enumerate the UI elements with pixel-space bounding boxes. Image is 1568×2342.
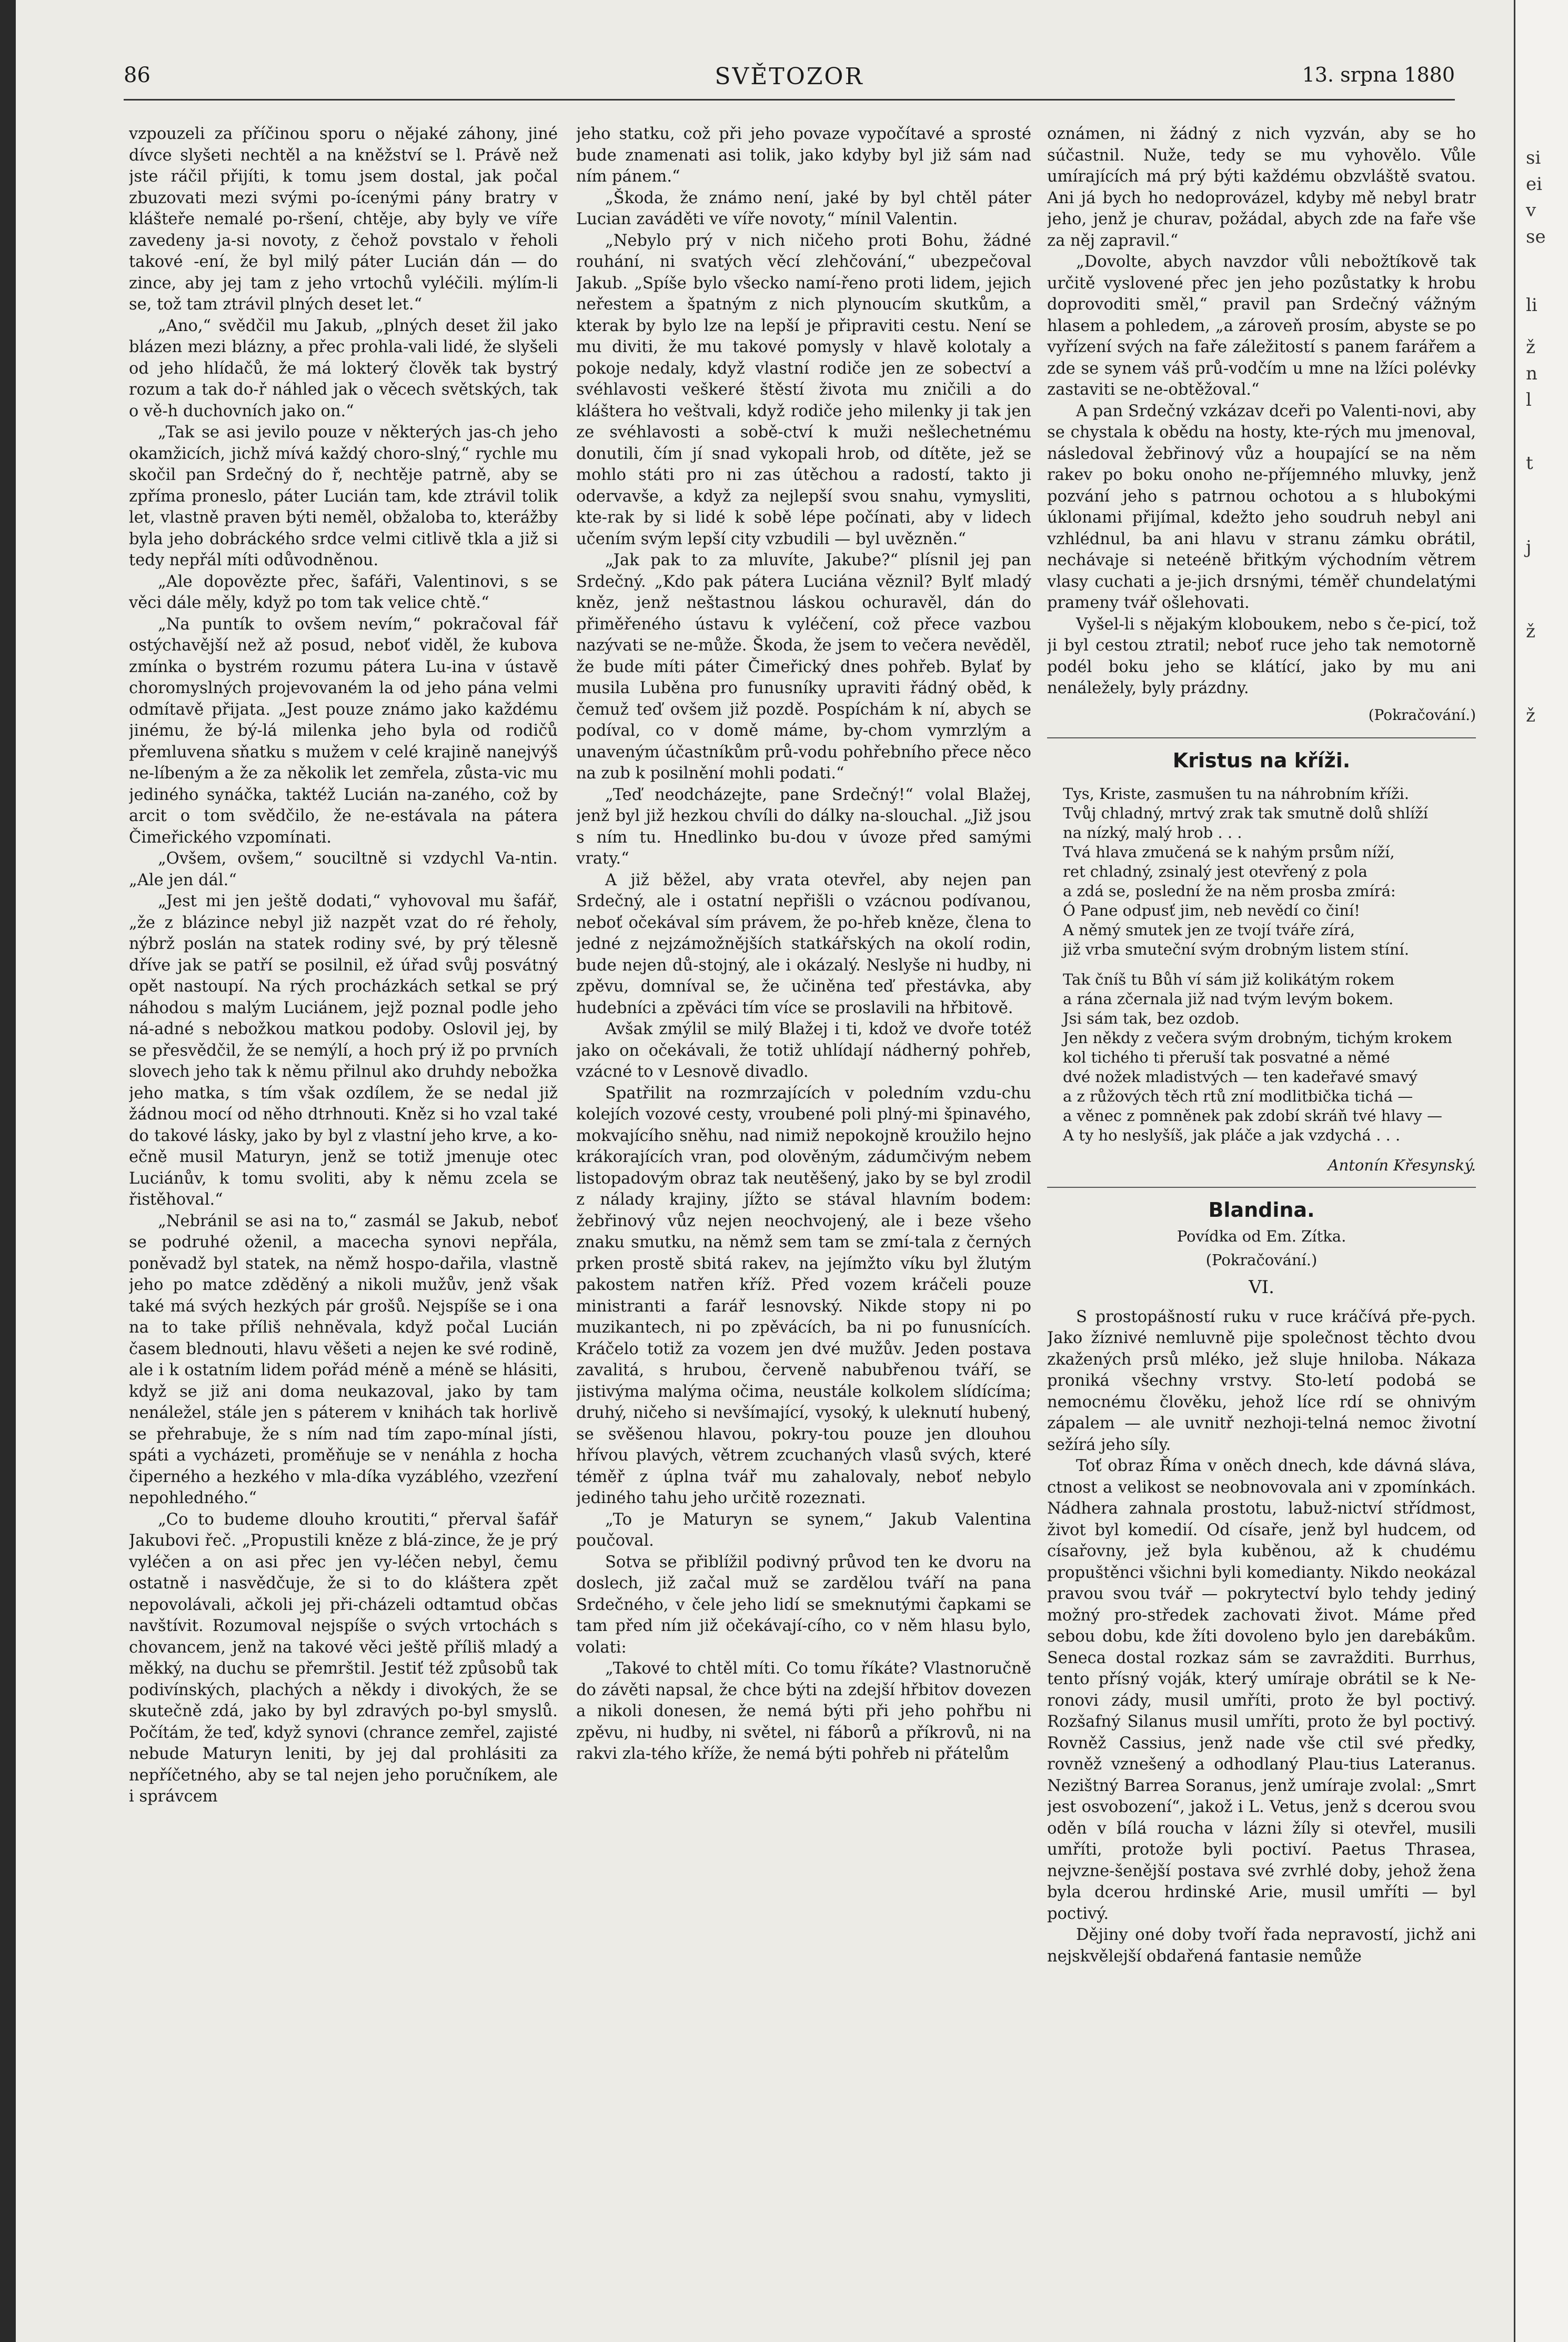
journal-title: SVĚTOZOR	[715, 63, 864, 90]
paragraph: „Jak pak to za mluvíte, Jakube?“ plísnil jej pan Srdečný. „Kdo pak pátera Luciána věznil? Bylť mladý kněz, jenž neštastnou láskou ochuravěl, dán do přiměřeného ústavu k vyléčení, což přece vazbou nazývati se ne-může. Škoda, že jsem to večera nevěděl, že bude míti páter Čimeřický dnes pohřeb. Bylať by musila Luběna pro funusníky upraviti řádný oběd, k čemuž teď ovšem již pozdě. Pospíchám k ní, abych se podíval, co v domě máme, by-chom vymrzlým a unaveným účastníkům prů-vodu pohřebního přece něco na zub k posilnění mohli podati.“	[576, 551, 1031, 783]
poem-line: a z růžových těch rtů zní modlitbička tichá —	[1063, 1087, 1413, 1105]
story-subtitle: Povídka od Em. Zítka.	[1177, 1227, 1346, 1245]
paragraph: Spatřilit na rozmrzajících v poledním vzdu-chu kolejích vozové cesty, vroubené poli plný-mi špinavého, mokvajícího sněhu, nad nimiž nepokojně kroužilo hejno krákorajících vran, pod olověným, zádumčivým nebem listopadovým obraz tak neutěšený, jako by se byl zrodil z nálady krajiny, jížto se stával hlavním bodem: žebřinový vůz nejen neochvojený, ale i beze všeho znaku smutku, na němž sem tam se zmí-tala z černých prken prostě sbitá rakev, na jejímžto víku byl žlutým pakostem natřen kříž. Před vozem kráčeli pouze ministranti a farář lesnovský. Nikde stopy ni po muzikantech, ni po zpěvácích, ba ni po funusnících. Kráčelo totiž za vozem jen dvé mužův. Jeden postava zavalitá, s hrubou, červeně nabubřenou tváří, se jistivýma malýma očima, neustále kolkolem slídícíma; druhý, ničeho si nevšímající, vysoký, k uleknutí hubený, se svěšenou hlavou, pokry-tou pouze jen dlouhou hřívou plavých, větrem zcuchaných vlasů svých, které téměř z úplna tvář mu zahalovaly, neboť nebylo jediného tahu jeho určitě rozeznati.	[576, 1084, 1031, 1507]
paragraph: „Teď neodcházejte, pane Srdečný!“ volal Blažej, jenž byl již hezkou chvíli do dálky na-slouchal. „Již jsou s ním tu. Hnedlinko bu-dou v úvoze před samými vraty.“	[576, 785, 1031, 868]
page-header	[124, 63, 1455, 95]
paragraph: „Škoda, že známo není, jaké by byl chtěl páter Lucian zaváděti ve víře novoty,“ mínil Valentin.	[576, 188, 1031, 228]
paragraph: „Takové to chtěl míti. Co tomu říkáte? Vlastnoručně do závěti napsal, že chce býti na zdejší hřbitov dovezen a nikoli donesen, že nemá býti při jeho pohřbu ni zpěvu, ni hudby, ni světel, ni fáborů a příkrovů, ni na rakvi zla-tého kříže, že nemá býti pohřeb ni přátelům	[576, 1659, 1031, 1763]
section-divider	[1047, 737, 1476, 738]
paragraph: A pan Srdečný vzkázav dceři po Valenti-novi, aby se chystala k obědu na hosty, kte-rých mu jmenoval, následoval žebřinový vůz a houpající se na něm rakev po boku onoho ne-příjemného mluvky, jenž pozvání jeho s patrnou ochotou a s hlubokými úklonami přijímal, kdežto jeho soudruh nebyl ani vzhlédnul, ba ani hlavu v stranu zámku obrátil, nechávaje si neteéně břitkým východním větrem vlasy cuchati a je-jich drsnými, téměř chundelatými prameny tvář ošlehovati.	[1047, 402, 1476, 612]
poem-line: Jsi sám tak, bez ozdob.	[1063, 1009, 1240, 1027]
paragraph: „Na puntík to ovšem nevím,“ pokračoval fář ostýchavější než až posud, neboť viděl, že kubova zmínka o bystrém rozumu pátera Lu-ina v ústavě choromyslných projevovaném la od jeho pána velmi odmítavě přijata. „Jest pouze známo jako každému jinému, že bý-lá milenka jeho byla od rodičů přemluvena sňatku s mužem v celé krajině nanejvýš ne-líbeným a že za několik let zemřela, zůsta-vic mu jediného synáčka, taktéž Lucián na-zaného, což by arcit o tom svědčilo, že ne-estávala na pátera Čimeřického vzpomínati.	[129, 615, 558, 847]
paragraph: Avšak zmýlil se milý Blažej i ti, kdož ve dvoře totéž jako on očekávali, že totiž uhlídají nádherný pohřeb, vzácné to v Lesnově divadlo.	[576, 1020, 1031, 1081]
poem	[1047, 784, 1476, 1175]
paragraph: Vyšel-li s nějakým kloboukem, nebo s če-picí, tož ji byl cestou ztratil; neboť ruce jeho tak nemotorně podél boku jeho se klátící, jako by mu ani nenáležely, byly prázdny.	[1047, 615, 1476, 697]
poem-line: ret chladný, zsinalý jest otevřený z pola	[1063, 862, 1368, 880]
edge-fragment: n	[1526, 363, 1537, 384]
poem-line: Tvůj chladný, mrtvý zrak tak smutně dolů shlíží	[1063, 804, 1428, 822]
edge-fragment: j	[1526, 537, 1532, 558]
poem-line: Tak čníš tu Bůh ví sám již kolikátým rokem	[1063, 970, 1395, 988]
edge-fragment: li	[1526, 295, 1537, 316]
edge-fragment: ei	[1526, 174, 1542, 195]
edge-fragment: se	[1526, 226, 1546, 247]
paragraph: Toť obraz Říma v oněch dnech, kde dávná sláva, ctnost a velikost se neobnovovala ani v zpomínkách. Nádhera zahnala prostotu, labuž-nictví střídmost, život byl komedií. Od císaře, jenž byl hudcem, od císařovny, jež byla kuběnou, až k chudému propuštěnci všichni byli komedianty. Nikdo neokázal pravou svou tvář — pokrytectví bylo tehdy jediný možný pro-středek zachovati život. Máme před sebou dobu, kde žíti dovoleno bylo jen darebákům. Seneca dostal rozkaz sám se zavražditi. Burrhus, tento přísný voják, který umíraje obrátil se k Ne-ronovi zády, musil umříti, proto že byl poctivý. Rozšafný Silanus musil umříti, proto že byl poctivý. Rovněž Cassius, jenž nade vše ctil své předky, rovněž vznešený a odhodlaný Plau-tius Lateranus. Nezištný Barrea Soranus, jenž umíraje zvolal: „Smrt jest osvobození“, jakož i L. Vetus, jenž s dcerou svou oděn v bílá roucha v lázni žíly si otevřel, musili umříti, protože byli poctiví. Paetus Thrasea, nejvzne-šenější postava své zvrhlé doby, jehož žena byla dcerou hrdinské Arie, musil umříti — byl poctivý.	[1047, 1457, 1476, 1923]
story-continued-note: (Pokračování.)	[1205, 1250, 1318, 1269]
paragraph: Sotva se přiblížil podivný průvod ten ke dvoru na doslech, již začal muž se zardělou tváří na pana Srdečného, v čele jeho lidí se smeknutými čapkami se tam před ním již očekávají-cího, co v něm hlasu bylo, volati:	[576, 1553, 1031, 1657]
poem-line: Tvá hlava zmučená se k nahým prsům níží,	[1063, 843, 1395, 861]
paragraph: „Jest mi jen ještě dodati,“ vyhovoval mu šafář, „že z blázince nebyl již nazpět vzat do ré řeholy, nýbrž poslán na statek rodiny své, by prý tělesně dříve jak se patří se posilnil, ež úřad svůj posvátný opět nastoupí. Na rých procházkách setkal se prý náhodou s malým Luciánem, jejž poznal podle jeho ná-adné s nebožkou matkou podoby. Oslovil jej, by se přesvědčil, že se nemýlí, a hoch prý iž po prvních slovech jeho tak k němu přilnul ako druhdy nebožka jeho matka, s tím však ozdílem, že se nedal již žádnou mocí od něho dtrhnouti. Kněz si ho vzal také do takové lásky, jako by byl z vlastní jeho krve, a ko-ečně musil Maturyn, jenž se totiž jmenuje otec Luciánův, k tomu svoliti, aby k němu zcela se řistěhoval.“	[129, 892, 558, 1209]
poem-line: Jen někdy z večera svým drobným, tichým krokem	[1063, 1028, 1452, 1047]
story-title: Blandina.	[1208, 1198, 1315, 1222]
paragraph: oznámen, ni žádný z nich vyzván, aby se ho súčastnil. Nuže, tedy se mu vyhovělo. Vůle umírajících má prý býti každému obzvláště svatou. Ani já bych ho nedoprovázel, kdyby mě nebyl bratr jeho, jenž je churav, požádal, abych zde na faře vše za něj zapravil.“	[1047, 125, 1476, 250]
poem-stanza	[1063, 970, 1476, 1145]
paragraph: jeho statku, což při jeho povaze vypočítavé a sprosté bude znamenati asi tolik, jako kdyby byl již sám nad ním pánem.“	[576, 125, 1031, 186]
poem-line: A ty ho neslyšíš, jak pláče a jak vzdychá . . .	[1063, 1126, 1401, 1144]
poem-line: Ó Pane odpusť jim, neb nevědí co činí!	[1063, 901, 1360, 919]
column-1	[129, 124, 558, 2308]
continued-note: (Pokračování.)	[1368, 706, 1476, 724]
poem-line: kol tichého ti přeruší tak posvatné a němé	[1063, 1048, 1390, 1066]
paragraph: „Tak se asi jevilo pouze v některých jas-ch jeho okamžicích, jichž mívá každý choro-slný,“ rychle mu skočil pan Srdečný do ř, nechtěje patrně, aby se zpříma proneslo, páter Lucián tam, kde ztrávil tolik let, vlastně praven býti neměl, obžaloba to, kterážby byla jeho dobráckého srdce velmi citlivě tkla a již si tedy nepřál míti odůvodněnou.	[129, 423, 558, 569]
paragraph: „Nebylo prý v nich ničeho proti Bohu, žádné rouhání, ni svatých věcí zlehčování,“ ubezpečoval Jakub. „Spíše bylo všecko namí-řeno proti lidem, jejich neřestem a špatným z nich plynoucím skutkům, a kterak by bylo lze na lepší je připraviti cestu. Není se mu diviti, že mu takové pomysly v hlavě kolotaly a pokoje nedaly, když vlastní rodiče jen ze sobectví a svéhlavosti veškeré štěstí života mu zničili a do kláštera ho veštvali, když rodiče jeho milenky ji tak jen ze svéhlavosti a sobě-ctví k muži nešlechetnému donutili, čím jí snad vykopali hrob, od dítěte, jež se mohlo státi pro ni zas útěchou a radostí, takto ji odervavše, a když za nejlepší svou snahu, vymysliti, kte-rak by si lidé k sobě lépe počínati, aby v lidech učením svým lepší city vzbudili — byl uvězněn.“	[576, 231, 1031, 548]
edge-fragment: t	[1526, 453, 1533, 474]
paragraph: Dějiny oné doby tvoří řada nepravostí, jichž ani nejskvělejší obdařená fantasie nemůže	[1047, 1926, 1476, 1966]
paragraph: „Ano,“ svědčil mu Jakub, „plných deset žil jako blázen mezi blázny, a přec prohla-vali lidé, že slyšeli od jeho hlídačů, že má lokterý člověk tak bystrý rozum a tak do-ř náhled jak o věcech světských, tak o vě-h duchovních jako on.“	[129, 316, 558, 421]
chapter-number: VI.	[1249, 1277, 1274, 1298]
paragraph: „Nebránil se asi na to,“ zasmál se Jakub, neboť se podruhé oženil, a macecha synovi nepřála, poněvadž byl statek, na němž hospo-dařila, vlastně jeho po matce zděděný a nikoli mužův, jenž však také má svých hezkých pár grošů. Nejspíše se i ona na to take příliš nehněvala, když počal Lucián časem blednouti, hlavu věšeti a nejen ke své rodině, ale i k ostatním lidem pořád méně a méně se hlásiti, když se již ani doma neukazoval, jako by tam nenáležel, stále jen s páterem v knihách tak horlivě se přehrabuje, že s ním nad tím zapo-mínal jísti, spáti a vycházeti, proměňuje se v nenáhla z hocha čiperného a hezkého v mla-díka vyzáblého, vzezření nepohledného.“	[129, 1212, 558, 1507]
newspaper-page	[16, 0, 1531, 2342]
poem-line: a věnec z pomněnek pak zdobí skráň tvé hlavy —	[1063, 1106, 1442, 1125]
poem-line: dvé nožek mladistvých — ten kadeřavé smavý	[1063, 1067, 1418, 1086]
poem-line: na nízký, malý hrob . . .	[1063, 823, 1242, 842]
paragraph: „To je Maturyn se synem,“ Jakub Valentina poučoval.	[576, 1510, 1031, 1550]
paragraph: „Co to budeme dlouho kroutiti,“ přerval šafář Jakubovi řeč. „Propustili kněze z blá-zince, že je prý vyléčen a on asi přec jen vy-léčen nebyl, čemu ostatně i nasvědčuje, že si to do kláštera zpět nepovolávali, ačkoli jej při-cházeli odtamtud občas navštívit. Rozumoval nejspíše o svých vrtochách s chovancem, jenž na takové věci ještě příliš mladý a měkký, na duchu se přemrštil. Jestiť též způsobů tak podivínských, plachých a někdy i divokých, že se skutečně zdá, jako by byl zdravých po-byl smyslů. Počítám, že teď, když synovi (chrance zemřel, zajisté nebude Maturyn leniti, by jej dal prohlásiti za nepříčetného, aby se tal nejen jeho poručníkem, ale i správcem	[129, 1510, 558, 1806]
edge-fragment: si	[1526, 147, 1541, 168]
issue-date: 13. srpna 1880	[1302, 63, 1455, 86]
poem-line: a rána zčernala již nad tvým levým bokem.	[1063, 989, 1394, 1008]
page-number: 86	[124, 63, 150, 87]
poem-line: a zdá se, poslední že na něm prosba zmírá:	[1063, 882, 1396, 900]
poem-line: A němý smutek jen ze tvojí tváře zírá,	[1063, 920, 1355, 939]
edge-fragment: v	[1526, 200, 1536, 221]
adjacent-page-edge	[1514, 0, 1568, 2342]
poem-line: Tys, Kriste, zasmušen tu na náhrobním kříži.	[1063, 784, 1409, 803]
edge-fragment: ž	[1526, 705, 1535, 726]
column-3	[1047, 124, 1476, 2308]
header-rule	[124, 99, 1455, 101]
paragraph: „Dovolte, abych navzdor vůli nebožtíkově tak určitě vyslovené přec jen jeho pozůstatky k hrobu doprovoditi směl,“ pravil pan Srdečný vážným hlasem a pohledem, „a zároveň prosím, abyste se po vyřízení svých na faře záležitostí s panem farářem a zde se synem váš prů-vodčím u mne na lžíci polévky zastaviti se ne-obtěžoval.“	[1047, 253, 1476, 399]
poem-title: Kristus na kříži.	[1172, 749, 1351, 772]
paragraph: „Ovšem, ovšem,“ souciltně si vzdychl Va-ntin. „Ale jen dál.“	[129, 849, 558, 889]
edge-fragment: l	[1526, 389, 1532, 411]
paragraph: S prostopášností ruku v ruce kráčívá pře-pych. Jako žíznivé nemluvně pije společnost těchto dvou zkažených prsů mléko, jež sluje hniloba. Nákaza proniká všechny vrstvy. Sto-letí podobá se nemocnému člověku, jehož líce rdí se ohnivým zápalem — ale uvnitř nezhoji-telná nemoc životní sežírá jeho síly.	[1047, 1307, 1476, 1454]
poem-author: Antonín Křesynský.	[1328, 1156, 1476, 1174]
paragraph: A již běžel, aby vrata otevřel, aby nejen pan Srdečný, ale i ostatní nepřišli o vzácnou podívanou, neboť očekával sím právem, že po-hřeb kněze, člena to jedné z nejzámožnějších statkářských na okolí rodin, bude nejen dů-stojný, ale i okázalý. Neslyše ni hudby, ni zpěvu, domníval se, že učiněna teď přestávka, aby hudebníci a zpěváci tím více se proslavili na hřbitově.	[576, 870, 1031, 1017]
section-divider	[1047, 1187, 1476, 1188]
edge-fragment: ž	[1526, 621, 1535, 642]
poem-stanza	[1063, 784, 1476, 959]
column-2	[576, 124, 1031, 2308]
paragraph: „Ale dopovězte přec, šafáři, Valentinovi, s se věci dále měly, když po tom tak velice chtě.“	[129, 572, 558, 612]
poem-line: již vrba smuteční svým drobným listem stíní.	[1063, 940, 1409, 958]
edge-fragment: ž	[1526, 337, 1535, 358]
paragraph: vzpouzeli za příčinou sporu o nějaké záhony, jiné dívce slyšeti nechtěl a na kněžství se l. Právě než jste ráčil přijíti, k tomu jsem dostal, jak počal zbuzovati mezi svými po-ícenými pány bratry v klášteře nemalé po-ršení, chtěje, aby byly ve víře zavedeny ja-si novoty, z čehož povstalo v řeholi takové -ení, že byl milý páter Lucián dán — do zince, aby jej tam z jeho vrtochů vyléčili. mýlím-li se, tož tam ztrávil plných deset let.“	[129, 125, 558, 314]
